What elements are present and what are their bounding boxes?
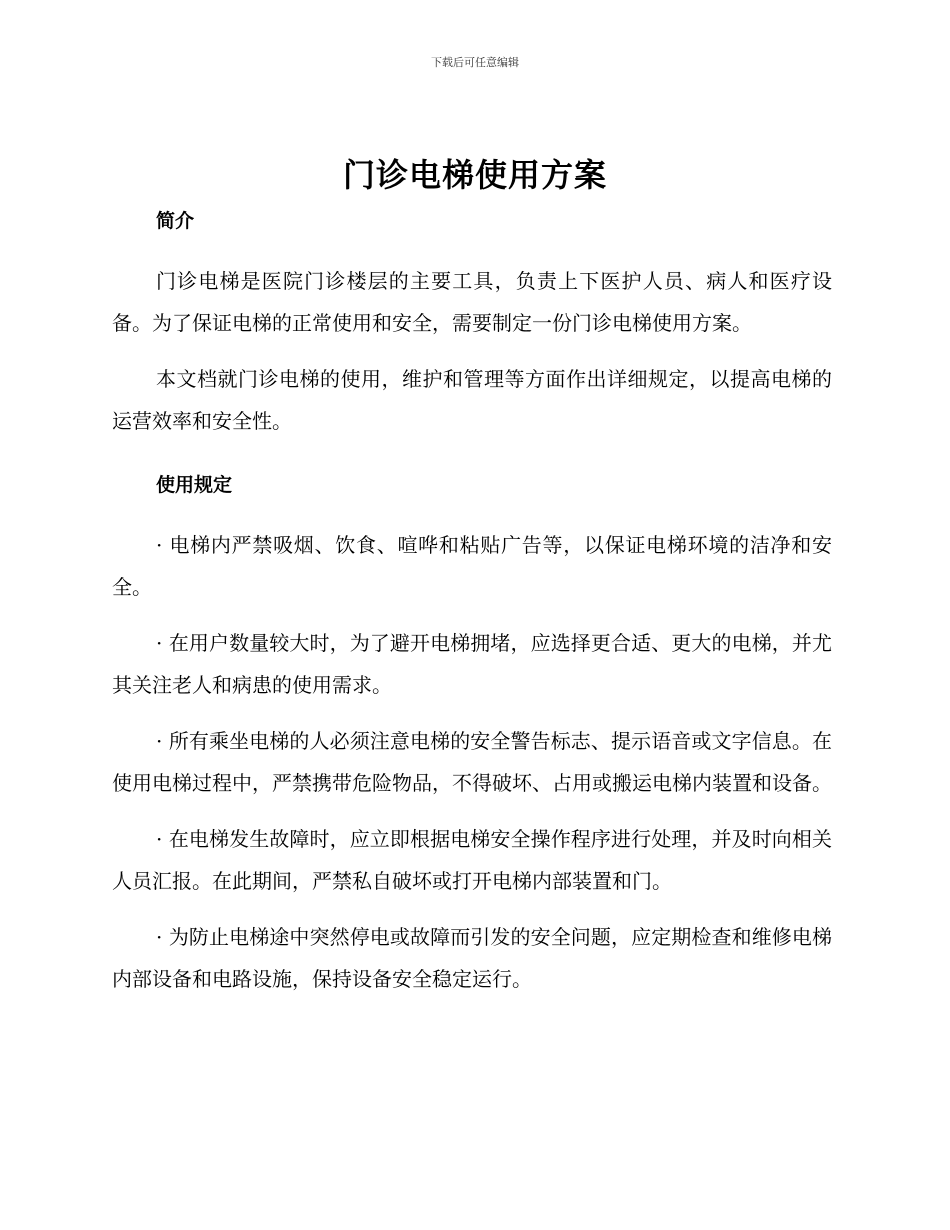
document-body xyxy=(112,208,832,1014)
rule-item-1: · 电梯内严禁吸烟、饮食、喧哗和粘贴广告等，以保证电梯环境的洁净和安全。 xyxy=(112,533,832,599)
section-heading-usage-rules: 使用规定 xyxy=(156,474,233,496)
document-title: 门诊电梯使用方案 xyxy=(342,156,607,194)
intro-paragraph-1: 门诊电梯是医院门诊楼层的主要工具，负责上下医护人员、病人和医疗设备。为了保证电梯的正常使用和安全，需要制定一份门诊电梯使用方案。 xyxy=(112,269,832,335)
rule-item-5: · 为防止电梯途中突然停电或故障而引发的安全问题，应定期检查和维修电梯内部设备和电路设施，保持设备安全稳定运行。 xyxy=(112,925,832,991)
rule-item-4: · 在电梯发生故障时，应立即根据电梯安全操作程序进行处理，并及时向相关人员汇报。在此期间，严禁私自破坏或打开电梯内部装置和门。 xyxy=(112,827,832,893)
page-header: 下载后可任意编辑 xyxy=(431,56,519,69)
rule-item-2: · 在用户数量较大时，为了避开电梯拥堵，应选择更合适、更大的电梯，并尤其关注老人和病患的使用需求。 xyxy=(112,631,832,697)
rule-item-3: · 所有乘坐电梯的人必须注意电梯的安全警告标志、提示语音或文字信息。在使用电梯过程中，严禁携带危险物品，不得破坏、占用或搬运电梯内装置和设备。 xyxy=(112,729,832,795)
intro-paragraph-2: 本文档就门诊电梯的使用，维护和管理等方面作出详细规定，以提高电梯的运营效率和安全性。 xyxy=(112,367,832,433)
section-heading-intro: 简介 xyxy=(156,210,195,232)
